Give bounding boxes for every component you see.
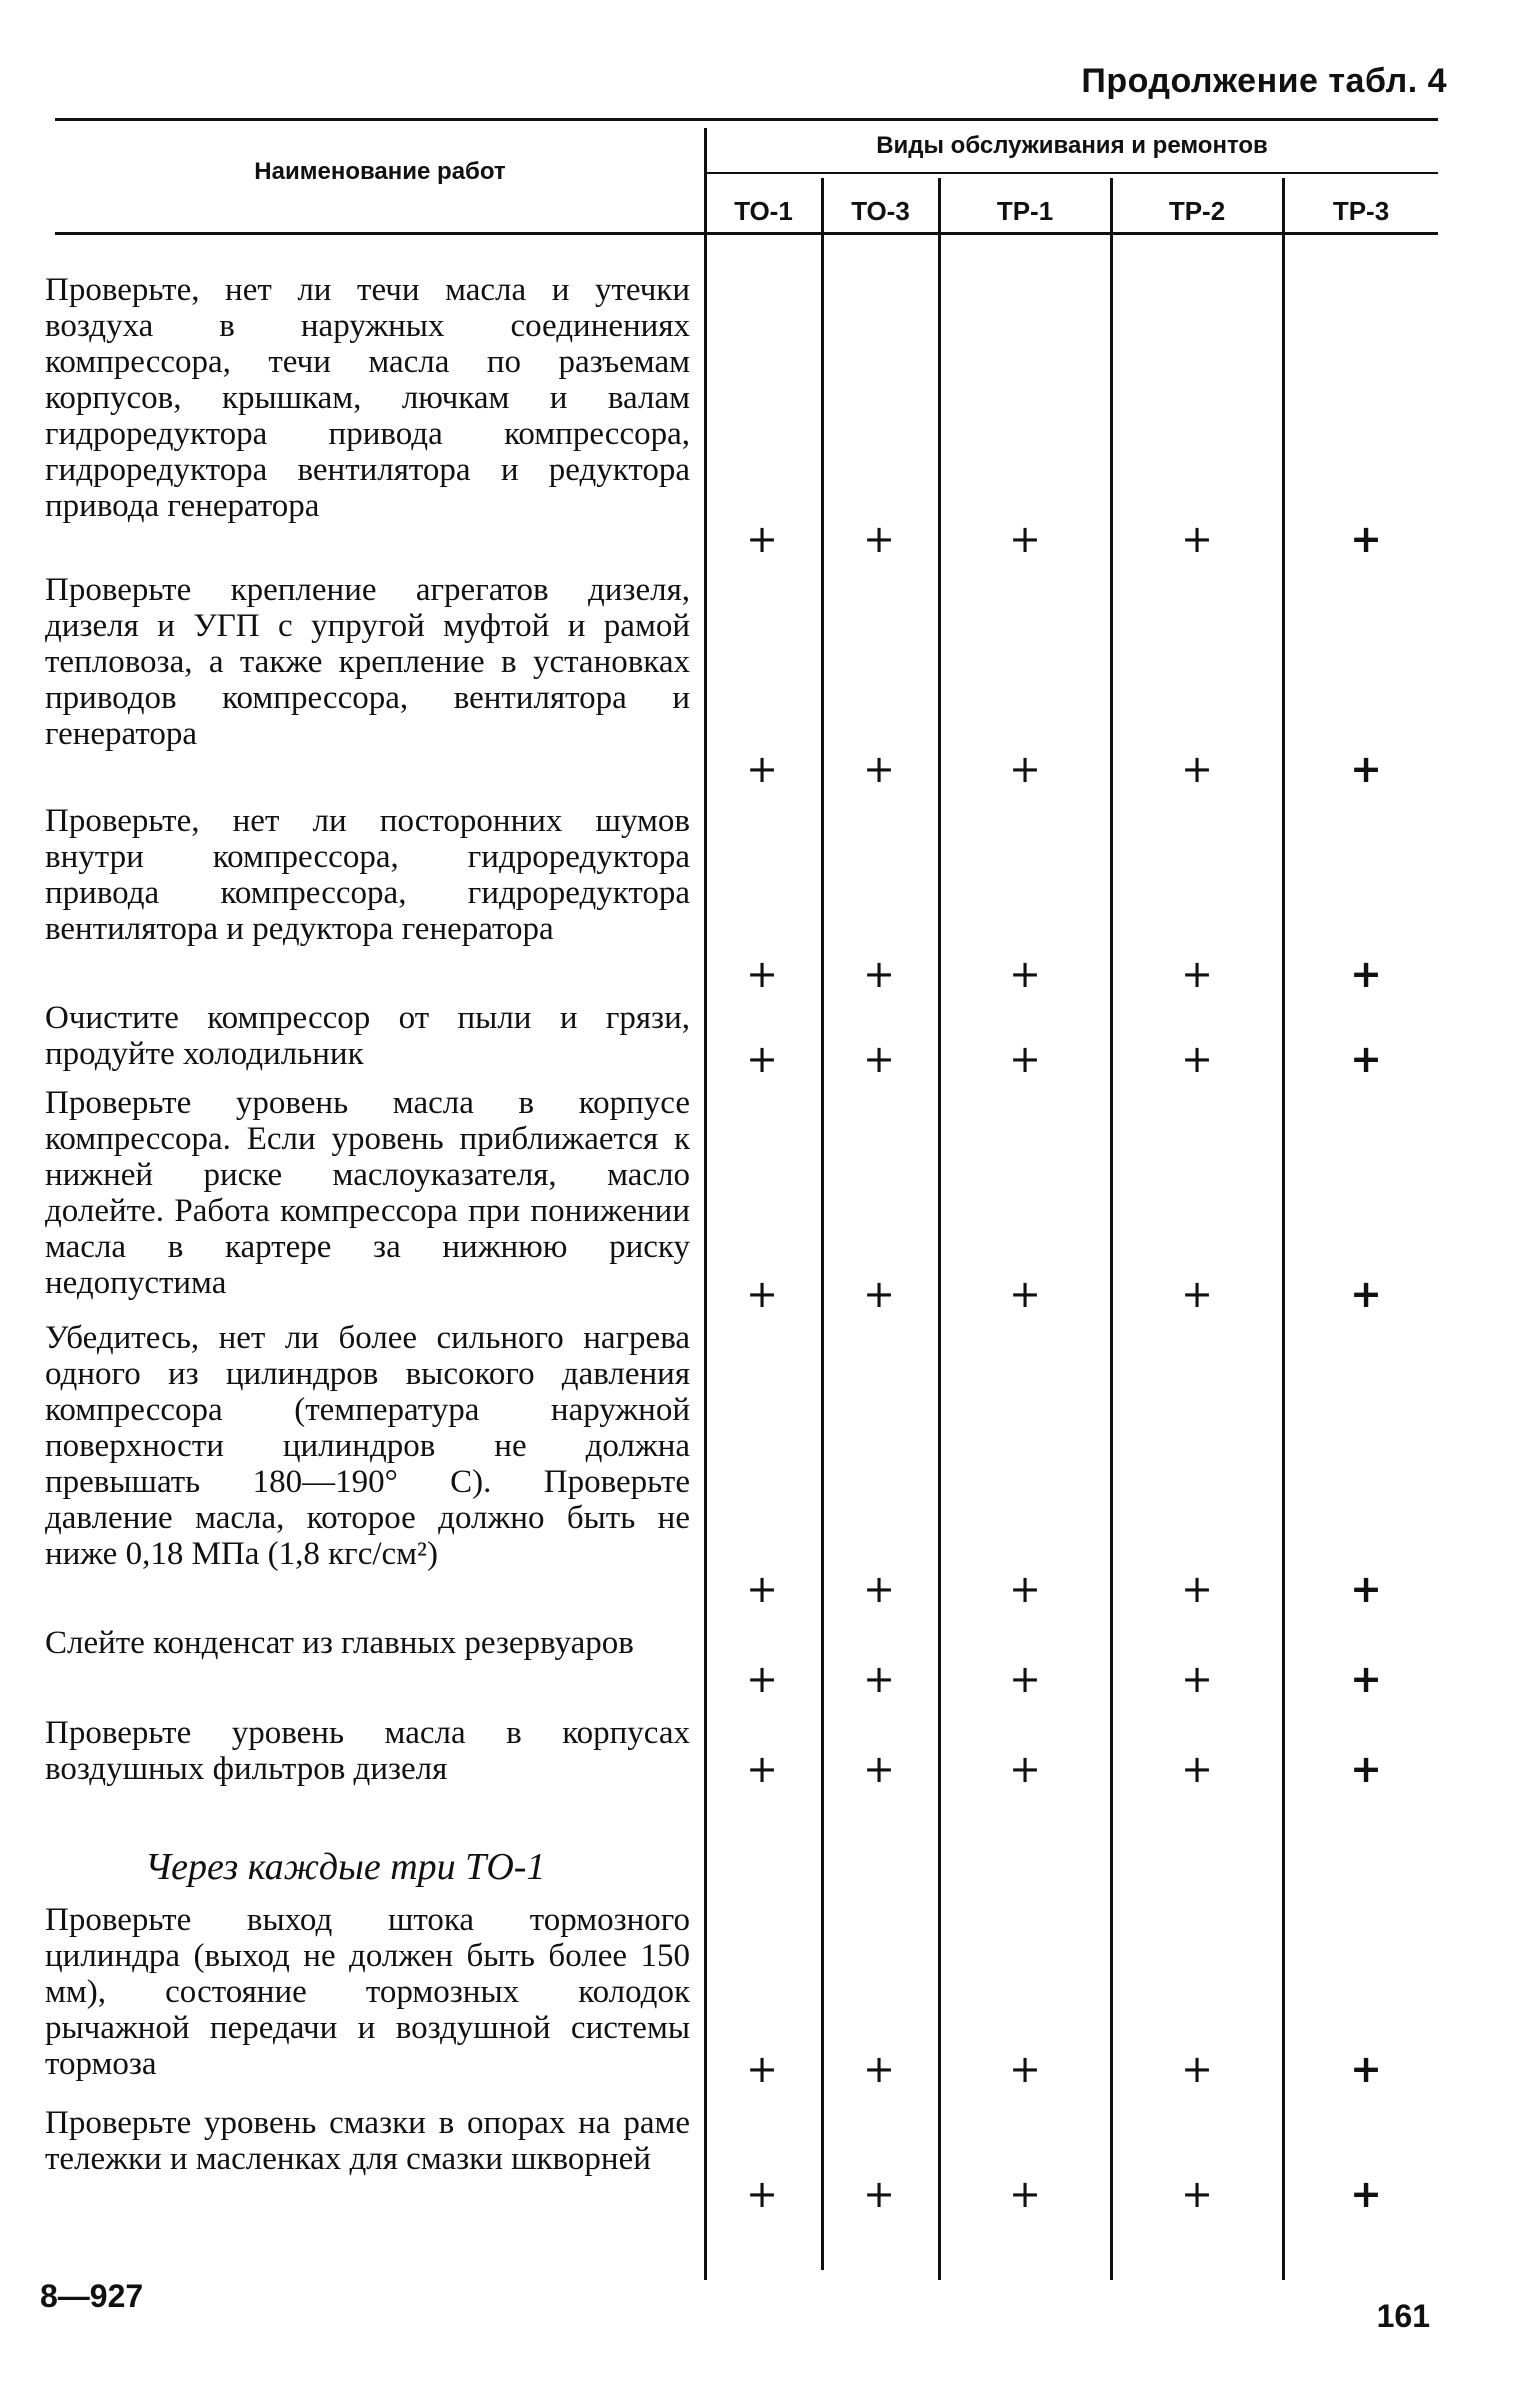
table-row-text: Проверьте, нет ли течи масла и утечки воздуха в наружных соединениях компрессора, течи масла по разъемам корпусов, крышкам, лючкам и валам гидроредуктора привода компрессора, гидроредуктора вентилятора и редуктора привода генератора (45, 272, 690, 524)
column-header-to1: ТО-1 (734, 196, 793, 226)
table-mark-plus: + (746, 2172, 778, 2216)
table-mark-plus: + (1181, 1272, 1213, 1316)
header-bottom-rule (55, 232, 1438, 235)
table-mark-plus: + (863, 1657, 895, 1701)
signature-mark: 8—927 (40, 2278, 144, 2314)
table-mark-plus: + (863, 1747, 895, 1791)
table-vertical-rule (1282, 178, 1285, 2280)
table-row-text: Проверьте уровень смазки в опорах на раме тележки и масленках для смазки шкворней (45, 2105, 690, 2177)
table-continuation-label: Продолжение табл. 4 (1081, 62, 1447, 100)
table-mark-plus: + (863, 2047, 895, 2091)
table-mark-plus: + (1181, 952, 1213, 996)
column-header-tr3: ТР-3 (1332, 196, 1390, 226)
table-mark-plus: + (1350, 1037, 1382, 1081)
table-vertical-rule (1110, 178, 1113, 2280)
table-mark-plus: + (1350, 1747, 1382, 1791)
table-row-text: Проверьте уровень масла в корпусе компрессора. Если уровень приближается к нижней риске маслоуказателя, масло долейте. Работа компрессора при понижении масла в картере за нижнюю риску недопустима (45, 1085, 690, 1301)
table-mark-plus: + (1009, 747, 1041, 791)
table-vertical-rule (821, 178, 824, 2270)
column-header-work-name: Наименование работ (254, 158, 506, 185)
page-number: 161 (1376, 2298, 1430, 2334)
table-vertical-rule (704, 128, 707, 2280)
table-mark-plus: + (863, 1037, 895, 1081)
table-mark-plus: + (863, 517, 895, 561)
table-mark-plus: + (746, 1037, 778, 1081)
table-mark-plus: + (1350, 517, 1382, 561)
table-mark-plus: + (1009, 1567, 1041, 1611)
table-mark-plus: + (863, 747, 895, 791)
table-mark-plus: + (1181, 2047, 1213, 2091)
table-mark-plus: + (1350, 1567, 1382, 1611)
table-row-text: Проверьте, нет ли посторонних шумов внутри компрессора, гидроредуктора привода компрессора, гидроредуктора вентилятора и редуктора генератора (45, 803, 690, 947)
table-row-text: Убедитесь, нет ли более сильного нагрева одного из цилиндров высокого давления компрессора (температура наружной поверхности цилиндров не должна превышать 180—190° С). Проверьте давление масла, которое должно быть не ниже 0,18 МПа (1,8 кгс/см²) (45, 1320, 690, 1572)
table-mark-plus: + (1181, 517, 1213, 561)
table-mark-plus: + (1009, 2047, 1041, 2091)
table-mark-plus: + (1181, 1037, 1213, 1081)
header-top-rule (55, 118, 1438, 121)
table-mark-plus: + (1181, 1657, 1213, 1701)
table-row-text: Проверьте уровень масла в корпусах воздушных фильтров дизеля (45, 1715, 690, 1787)
column-header-to3: ТО-3 (851, 196, 910, 226)
table-mark-plus: + (863, 1272, 895, 1316)
table-mark-plus: + (1350, 952, 1382, 996)
column-header-tr1: ТР-1 (996, 196, 1054, 226)
table-mark-plus: + (1181, 747, 1213, 791)
table-mark-plus: + (1350, 1272, 1382, 1316)
table-mark-plus: + (746, 1657, 778, 1701)
table-mark-plus: + (1350, 2047, 1382, 2091)
table-mark-plus: + (1009, 1657, 1041, 1701)
table-mark-plus: + (746, 517, 778, 561)
column-header-tr2: ТР-2 (1168, 196, 1226, 226)
table-mark-plus: + (746, 2047, 778, 2091)
table-mark-plus: + (1009, 952, 1041, 996)
table-mark-plus: + (1350, 1657, 1382, 1701)
table-mark-plus: + (746, 747, 778, 791)
table-row-text: Проверьте выход штока тормозного цилиндра (выход не должен быть более 150 мм), состояние тормозных колодок рычажной передачи и воздушной системы тормоза (45, 1902, 690, 2082)
table-mark-plus: + (746, 1567, 778, 1611)
table-vertical-rule (938, 178, 941, 2280)
table-mark-plus: + (1009, 1272, 1041, 1316)
table-mark-plus: + (746, 1272, 778, 1316)
table-mark-plus: + (1009, 2172, 1041, 2216)
table-mark-plus: + (1009, 517, 1041, 561)
table-mark-plus: + (863, 1567, 895, 1611)
header-group-rule (706, 172, 1438, 174)
table-mark-plus: + (1350, 747, 1382, 791)
table-row-text: Очистите компрессор от пыли и грязи, продуйте холодильник (45, 1000, 690, 1072)
table-mark-plus: + (1009, 1747, 1041, 1791)
column-group-header: Виды обслуживания и ремонтов (876, 132, 1268, 159)
table-mark-plus: + (1181, 1747, 1213, 1791)
table-mark-plus: + (1181, 2172, 1213, 2216)
table-mark-plus: + (746, 1747, 778, 1791)
table-row-text: Проверьте крепление агрегатов дизеля, дизеля и УГП с упругой муфтой и рамой тепловоза, а также крепление в установках приводов компрессора, вентилятора и генератора (45, 572, 690, 752)
table-mark-plus: + (1350, 2172, 1382, 2216)
section-title: Через каждые три ТО-1 (145, 1846, 546, 1888)
table-mark-plus: + (746, 952, 778, 996)
table-mark-plus: + (1009, 1037, 1041, 1081)
table-row-text: Слейте конденсат из главных резервуаров (45, 1625, 634, 1661)
table-mark-plus: + (1181, 1567, 1213, 1611)
table-mark-plus: + (863, 2172, 895, 2216)
table-mark-plus: + (863, 952, 895, 996)
